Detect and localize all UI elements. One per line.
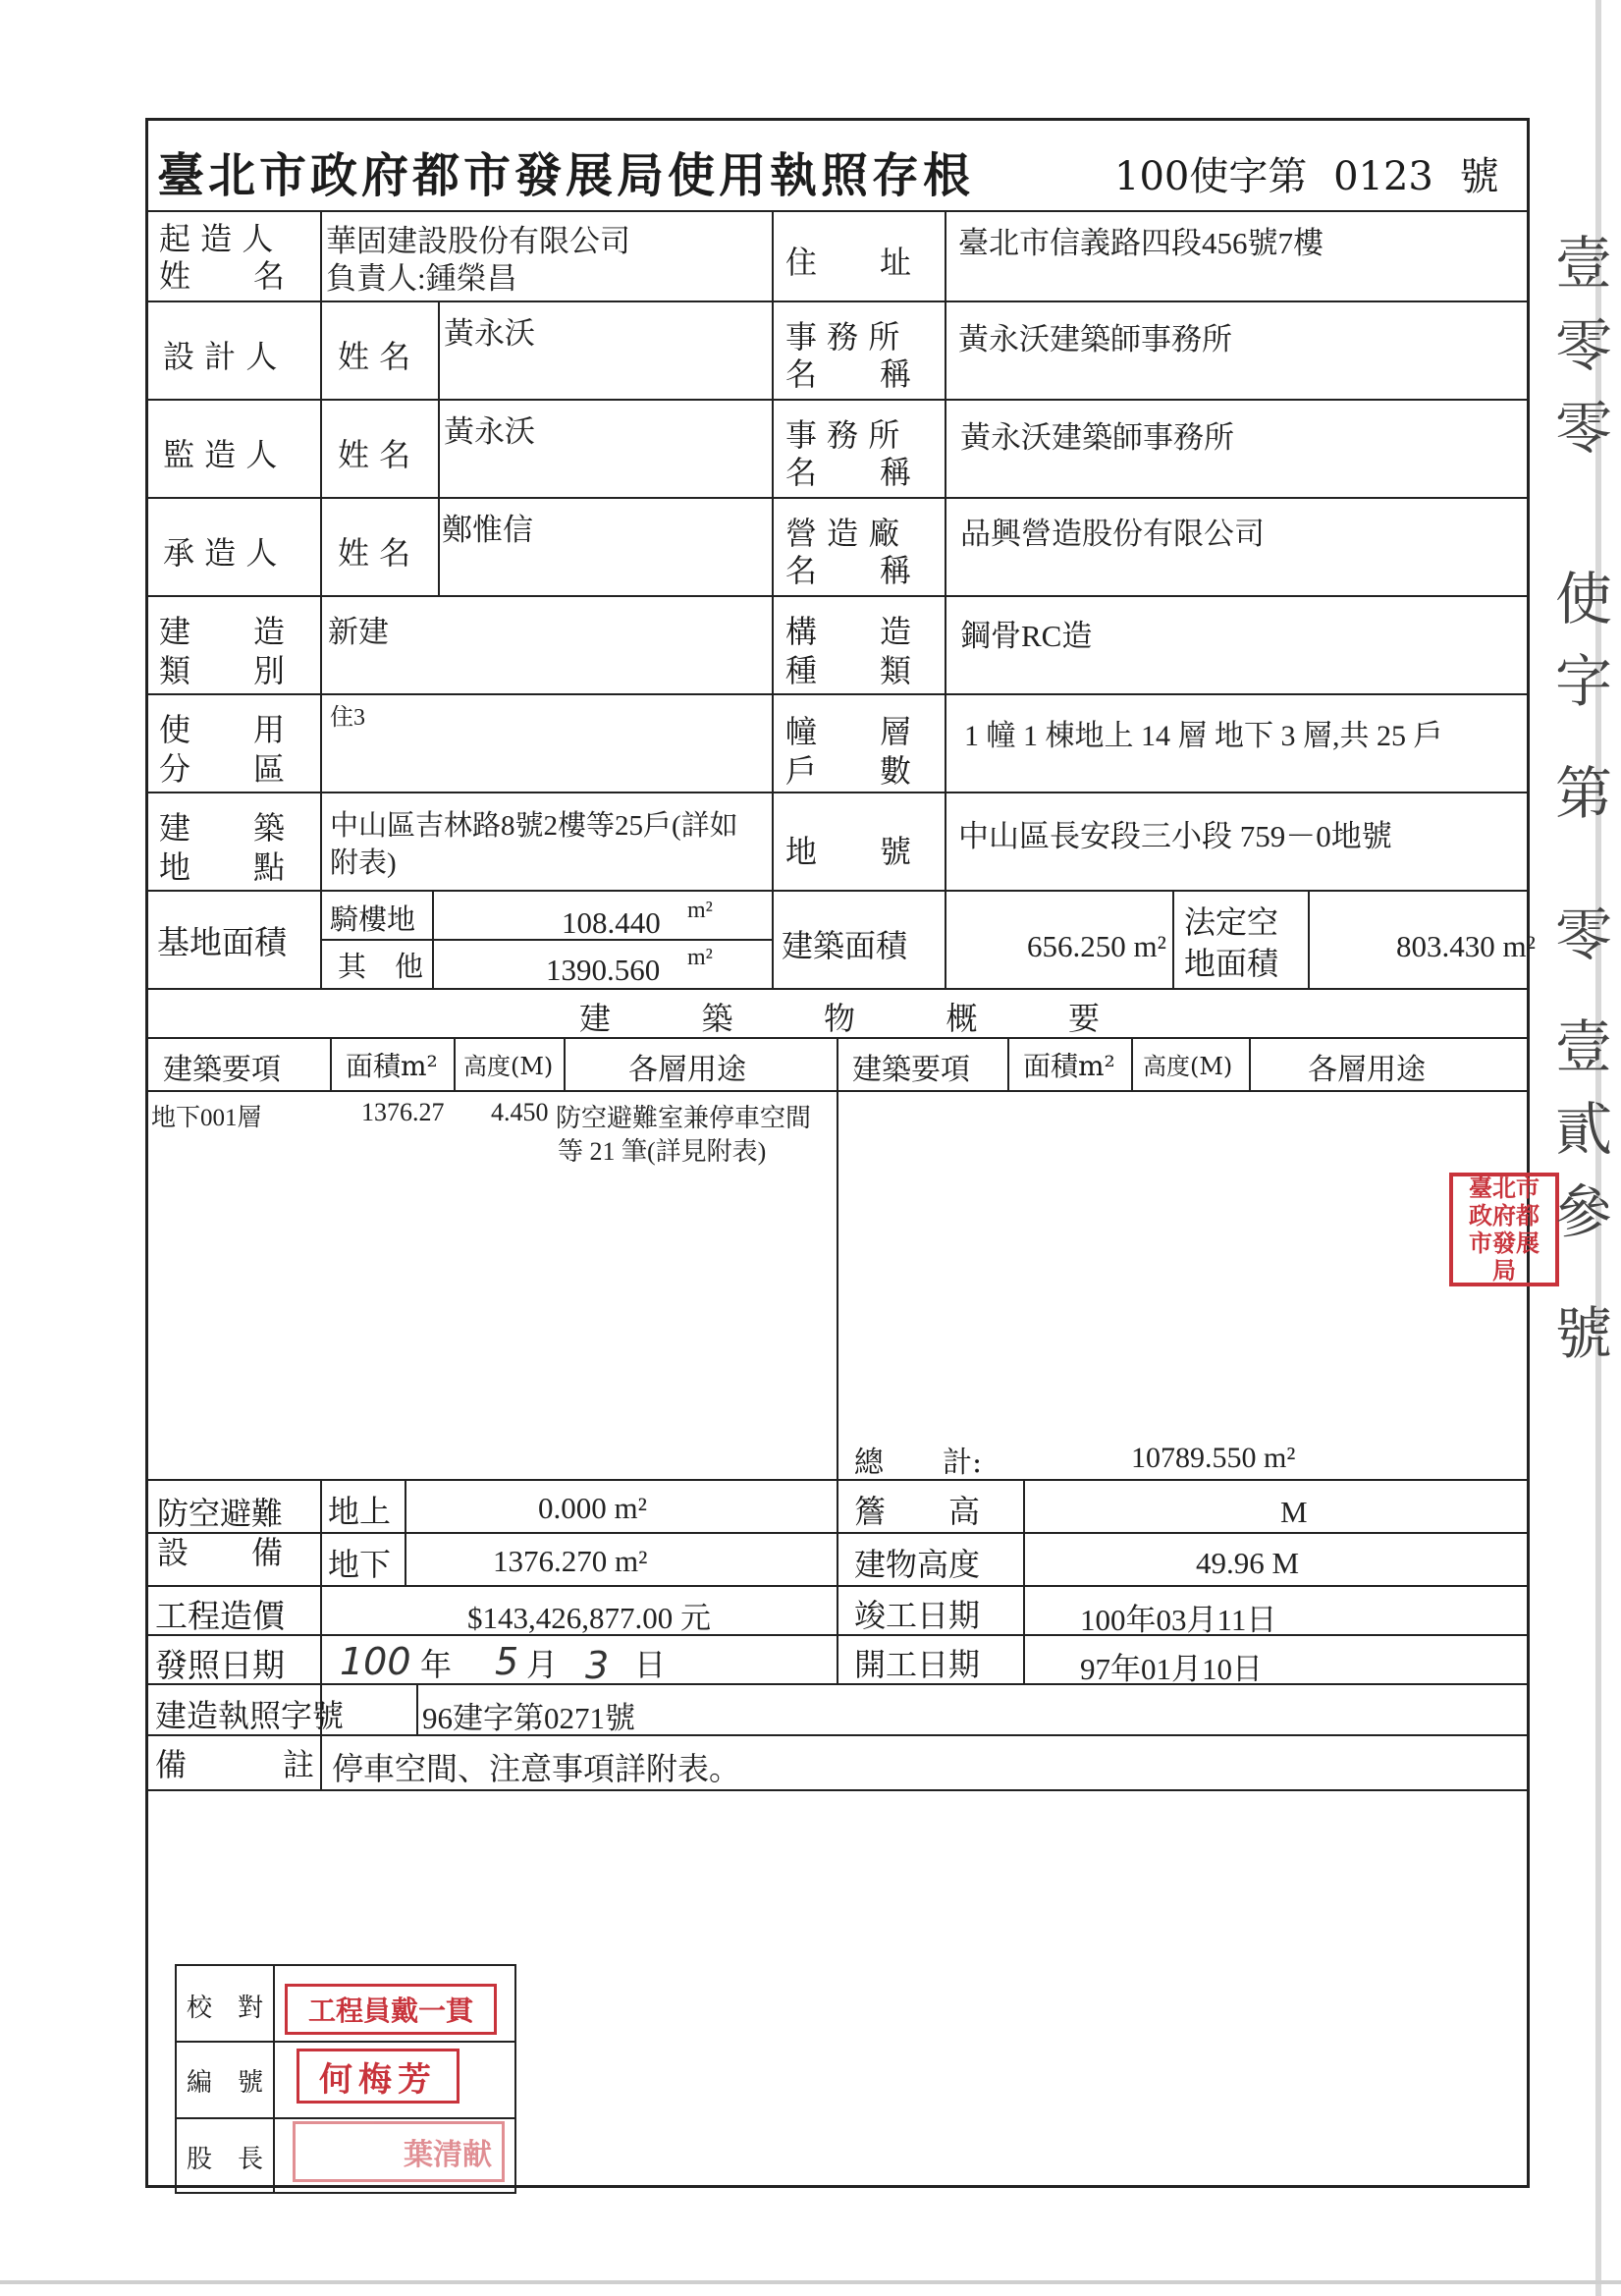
completion-value: 100年03月11日 [1080, 1603, 1277, 1637]
issue-date-label: 發照日期 [155, 1646, 285, 1684]
signoff-label-check: 校 對 [187, 1994, 264, 2023]
row-line [145, 1734, 1527, 1736]
contractor-office-label-2: 名 稱 [785, 552, 912, 589]
total-label: 總 計: [854, 1446, 983, 1480]
shelter-below-value: 1376.270 m² [493, 1544, 648, 1578]
shelter-above-value: 0.000 m² [538, 1491, 647, 1525]
location-value-2: 附表) [330, 847, 397, 879]
issue-month-unit: 月 [526, 1646, 559, 1683]
shelter-label-1: 防空避難 [157, 1495, 284, 1532]
col-line [837, 1037, 838, 1479]
open-space-label-1: 法定空 [1184, 903, 1279, 941]
floor-height: 4.450 [491, 1098, 549, 1126]
col-line [330, 1037, 332, 1090]
permit-number-value: 0123 [1333, 154, 1433, 199]
site-area-label: 基地面積 [157, 923, 287, 961]
page-title: 臺北市政府都市發展局使用執照存根 [157, 148, 975, 203]
col-line [454, 1037, 456, 1090]
col-header-use: 各層用途 [628, 1053, 746, 1087]
open-space-value: 803.430 m² [1396, 929, 1536, 963]
row-line [145, 988, 1527, 990]
cost-label: 工程造價 [155, 1597, 285, 1635]
arcade-label: 騎樓地 [330, 902, 416, 936]
engineer-stamp: 工程員戴一貫 [285, 1984, 497, 2035]
designer-name-label: 姓 名 [338, 338, 411, 375]
completion-label: 竣工日期 [854, 1597, 981, 1634]
issue-day: 3 [585, 1644, 610, 1687]
title-divider [145, 210, 1527, 212]
side-char: 貳 [1555, 1096, 1613, 1163]
permit-number-suffix: 號 [1459, 154, 1499, 199]
location-label-1: 建 築 [159, 809, 286, 847]
start-date-value: 97年01月10日 [1080, 1652, 1263, 1686]
arcade-value: 108.440 [562, 905, 661, 940]
shelter-above-label: 地上 [328, 1493, 392, 1530]
location-value-1: 中山區吉林路8號2樓等25戶(詳如 [330, 810, 738, 842]
designer-office-label-2: 名 稱 [785, 355, 912, 393]
supervisor-office-label-1: 事 務 所 [785, 416, 900, 454]
zoning-value: 住3 [330, 705, 365, 731]
shelter-below-label: 地下 [328, 1546, 392, 1583]
col-line [1308, 890, 1310, 988]
col-line [1172, 890, 1174, 988]
col-line [564, 1037, 566, 1090]
col-line [772, 210, 774, 988]
eaves-value: M [1280, 1495, 1308, 1529]
col-header-item-right: 建築要項 [852, 1053, 970, 1087]
row-line [145, 890, 1527, 892]
col-header-area-right: 面積m² [1023, 1050, 1115, 1082]
signoff-label-chief: 股 長 [187, 2145, 264, 2174]
permit-value: 96建字第0271號 [422, 1701, 635, 1735]
permit-number [1114, 145, 1499, 201]
address-label: 住 址 [785, 244, 912, 281]
row-line [145, 595, 1527, 597]
designer-role-label: 設 計 人 [163, 338, 278, 375]
supervisor-office-label-2: 名 稱 [785, 454, 912, 491]
other-value: 1390.560 [546, 953, 661, 987]
col-header-item: 建築要項 [163, 1053, 281, 1087]
col-line [1249, 1037, 1251, 1090]
col-line [416, 1683, 418, 1734]
row-line [320, 939, 772, 941]
build-type-label-2: 類 別 [159, 652, 286, 689]
other-label: 其 他 [338, 950, 424, 983]
col-line [273, 1964, 275, 2192]
chief-stamp: 葉清献 [293, 2121, 505, 2182]
total-value: 10789.550 m² [1131, 1442, 1296, 1474]
signoff-label-number: 編 號 [187, 2068, 264, 2098]
remarks-label-1: 備 [155, 1746, 188, 1783]
col-line [438, 301, 440, 595]
issue-day-unit: 日 [634, 1646, 667, 1683]
remarks-label-2: 註 [283, 1746, 315, 1783]
remarks-value: 停車空間、注意事項詳附表。 [332, 1751, 741, 1786]
floor-use-2: 等 21 筆(詳見附表) [558, 1137, 767, 1166]
col-line [320, 1479, 322, 1789]
units-value: 1 幢 1 棟地上 14 層 地下 3 層,共 25 戶 [964, 720, 1443, 752]
issue-year-unit: 年 [420, 1646, 453, 1683]
supervisor-name-label: 姓 名 [338, 436, 411, 473]
building-area-label: 建築面積 [782, 927, 908, 964]
col-line [945, 210, 946, 988]
structure-label-2: 種 類 [785, 652, 912, 689]
lot-label: 地 號 [785, 833, 912, 870]
numbering-stamp: 何梅芳 [297, 2049, 459, 2104]
lot-value: 中山區長安段三小段 759－0地號 [958, 819, 1392, 853]
issue-year: 100 [340, 1640, 411, 1683]
owner-representative: 負責人:鍾榮昌 [326, 261, 517, 296]
structure-label-1: 構 造 [785, 613, 912, 650]
eaves-label: 簷 高 [854, 1493, 981, 1530]
side-char: 零 [1555, 395, 1613, 462]
col-line [1023, 1479, 1025, 1683]
row-line [145, 1789, 1527, 1791]
units-label-2: 戶 數 [785, 752, 912, 790]
side-char: 零 [1555, 312, 1613, 379]
scan-bottom-edge [0, 2280, 1621, 2284]
open-space-label-2: 地面積 [1184, 945, 1279, 982]
building-height-label: 建物高度 [854, 1546, 981, 1583]
build-type-value: 新建 [328, 615, 389, 649]
units-label-1: 幢 層 [785, 713, 912, 750]
zoning-label-1: 使 用 [159, 711, 286, 748]
contractor-role-label: 承 造 人 [163, 534, 278, 572]
floor-use-1: 防空避難室兼停車空間 [556, 1104, 812, 1132]
issue-month: 5 [495, 1640, 519, 1683]
side-char: 零 [1555, 902, 1613, 968]
permit-label: 建造執照字號 [155, 1697, 345, 1734]
side-char: 參 [1555, 1178, 1613, 1245]
floor-item: 地下001層 [151, 1105, 262, 1131]
side-char: 第 [1555, 760, 1613, 827]
row-line [145, 399, 1527, 401]
col-line [320, 210, 322, 988]
col-header-area: 面積m² [346, 1050, 438, 1082]
col-header-height: 高度(M) [463, 1053, 554, 1080]
permit-number-prefix: 100使字第 [1114, 154, 1308, 199]
owner-company: 華固建設股份有限公司 [326, 224, 630, 258]
other-unit: m² [687, 945, 713, 970]
supervisor-role-label: 監 造 人 [163, 436, 278, 473]
side-char: 號 [1555, 1300, 1613, 1367]
official-seal-text: 臺北市政府都市發展局 [1469, 1174, 1540, 1285]
building-area-value: 656.250 m² [1027, 929, 1166, 963]
contractor-name-label: 姓 名 [338, 534, 411, 572]
building-height-value: 49.96 M [1196, 1546, 1300, 1580]
col-line [1131, 1037, 1133, 1090]
cost-value: $143,426,877.00 元 [467, 1601, 711, 1635]
overview-title-char: 要 [1067, 1000, 1100, 1037]
location-label-2: 地 點 [159, 848, 286, 886]
col-line [837, 1479, 838, 1683]
contractor-name: 鄭惟信 [442, 513, 533, 547]
col-line [1007, 1037, 1009, 1090]
designer-office-label-1: 事 務 所 [785, 318, 900, 355]
row-line [145, 301, 1527, 302]
row-line [175, 2117, 514, 2119]
side-char: 字 [1555, 648, 1613, 715]
overview-title [579, 994, 1100, 1039]
col-header-use-right: 各層用途 [1308, 1053, 1426, 1087]
contractor-office-label-1: 營 造 廠 [785, 515, 900, 552]
supervisor-office: 黃永沃建築師事務所 [960, 420, 1234, 455]
side-char: 使 [1555, 566, 1613, 632]
col-header-height-right: 高度(M) [1143, 1053, 1233, 1080]
row-line [145, 693, 1527, 695]
designer-office: 黃永沃建築師事務所 [958, 322, 1232, 356]
designer-name: 黃永沃 [444, 316, 535, 351]
structure-value: 鋼骨RC造 [960, 619, 1093, 653]
col-line [405, 1479, 406, 1585]
row-line [175, 2041, 514, 2043]
arcade-unit: m² [687, 898, 713, 923]
start-date-label: 開工日期 [854, 1646, 981, 1683]
side-char: 壹 [1555, 1013, 1613, 1080]
zoning-label-2: 分 區 [159, 750, 286, 788]
owner-label-1: 起 造 人 [159, 220, 274, 257]
owner-label-2: 姓 名 [159, 257, 286, 295]
shelter-label-2: 設 備 [157, 1534, 284, 1571]
side-number-text [1555, 222, 1613, 1375]
overview-title-char: 建 [579, 1000, 612, 1037]
overview-title-char: 物 [823, 1000, 855, 1037]
row-line [145, 1683, 1527, 1685]
supervisor-name: 黃永沃 [444, 414, 535, 449]
owner-address: 臺北市信義路四段456號7樓 [958, 226, 1324, 260]
build-type-label-1: 建 造 [159, 613, 286, 650]
overview-title-char: 築 [701, 1000, 733, 1037]
row-line [145, 792, 1527, 793]
side-char: 壹 [1555, 230, 1613, 297]
official-seal [1449, 1173, 1559, 1286]
floor-area: 1376.27 [361, 1098, 445, 1126]
overview-title-char: 概 [946, 1000, 978, 1037]
row-line [145, 497, 1527, 499]
contractor-office: 品興營造股份有限公司 [960, 517, 1265, 551]
